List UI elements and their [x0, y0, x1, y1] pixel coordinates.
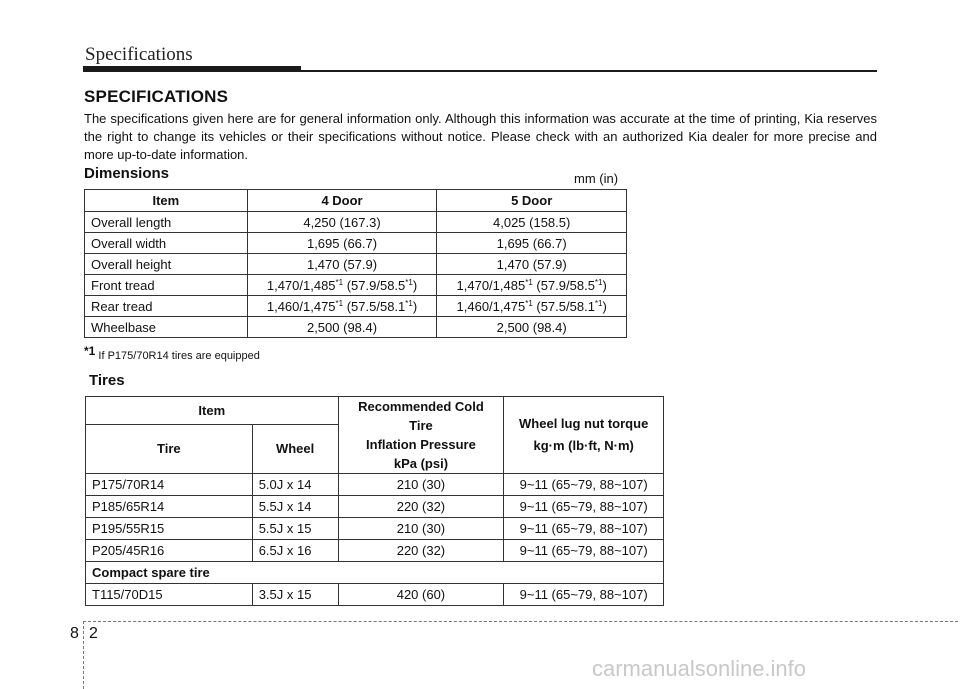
cell-tire: T115/70D15 — [86, 584, 253, 606]
column-header-wheel: Wheel — [252, 424, 338, 473]
header-rule — [301, 70, 877, 72]
cell-torque: 9~11 (65~79, 88~107) — [504, 496, 664, 518]
table-row — [86, 496, 664, 518]
tires-header-row — [86, 397, 664, 425]
tires-heading: Tires — [89, 372, 125, 389]
cell-pressure: 210 (30) — [338, 474, 504, 496]
dimensions-heading: Dimensions — [84, 165, 170, 182]
dimensions-table — [84, 189, 627, 338]
cell-wheel: 6.5J x 16 — [252, 540, 338, 562]
cell-pressure: 220 (32) — [338, 496, 504, 518]
row-label: Overall width — [85, 233, 248, 254]
cell-pressure: 220 (32) — [338, 540, 504, 562]
cell-4-door: 4,250 (167.3) — [247, 212, 437, 233]
cell-torque: 9~11 (65~79, 88~107) — [504, 584, 664, 606]
row-label: Overall height — [85, 254, 248, 275]
value-inch: (57.9/58.5 — [532, 277, 595, 293]
column-header-pressure — [338, 397, 504, 474]
spare-label-row — [86, 562, 664, 584]
row-label: Front tread — [85, 275, 248, 296]
row-label: Overall length — [85, 212, 248, 233]
cell-wheel: 3.5J x 15 — [252, 584, 338, 606]
cell-torque: 9~11 (65~79, 88~107) — [504, 474, 664, 496]
cell-torque: 9~11 (65~79, 88~107) — [504, 518, 664, 540]
cell-5-door: 2,500 (98.4) — [437, 317, 627, 338]
cell-tire: P205/45R16 — [86, 540, 253, 562]
watermark: carmanualsonline.info — [592, 656, 807, 681]
table-row — [85, 212, 627, 233]
value-inch: (57.9/58.5 — [343, 277, 406, 293]
footnote-marker: *1 — [405, 298, 413, 308]
cell-4-door — [247, 275, 437, 296]
cell-4-door: 2,500 (98.4) — [247, 317, 437, 338]
table-row — [86, 584, 664, 606]
footnote-marker: *1 — [405, 277, 413, 287]
footer-divider — [83, 621, 958, 622]
table-row — [85, 254, 627, 275]
cell-tire: P185/65R14 — [86, 496, 253, 518]
footnote-marker: *1 — [525, 298, 533, 308]
cell-tire: P175/70R14 — [86, 474, 253, 496]
footnote-marker: *1 — [525, 277, 533, 287]
column-header-5-door: 5 Door — [437, 190, 627, 212]
pressure-header-line: Recommended Cold Tire — [358, 399, 484, 433]
pressure-header-line: kPa (psi) — [393, 456, 449, 471]
cell-tire: P195/55R15 — [86, 518, 253, 540]
value-close: ) — [412, 298, 418, 314]
tires-table — [85, 396, 664, 606]
cell-4-door: 1,470 (57.9) — [247, 254, 437, 275]
cell-pressure: 210 (30) — [338, 518, 504, 540]
page-number: 2 — [89, 625, 98, 642]
value-inch: (57.5/58.1 — [343, 298, 406, 314]
table-row — [85, 275, 627, 296]
chapter-number: 8 — [70, 625, 79, 642]
footnote-text: If P175/70R14 tires are equipped — [98, 350, 260, 362]
dimensions-footnote — [84, 344, 260, 362]
value-main: 1,470/1,485 — [456, 277, 526, 293]
column-header-tire: Tire — [86, 424, 253, 473]
cell-5-door: 1,695 (66.7) — [437, 233, 627, 254]
torque-header-line: Wheel lug nut torque — [519, 416, 649, 431]
pressure-header-line: Inflation Pressure — [366, 437, 476, 452]
cell-4-door — [247, 296, 437, 317]
cell-4-door: 1,695 (66.7) — [247, 233, 437, 254]
footnote-marker: *1 — [335, 277, 344, 287]
value-close: ) — [602, 298, 607, 314]
column-header-4-door: 4 Door — [247, 190, 437, 212]
cell-wheel: 5.0J x 14 — [252, 474, 338, 496]
table-row — [86, 540, 664, 562]
value-main: 1,470/1,485 — [266, 277, 336, 293]
cell-5-door: 4,025 (158.5) — [437, 212, 627, 233]
footnote-marker: *1 — [84, 344, 96, 358]
footnote-marker: *1 — [594, 277, 603, 287]
value-main: 1,460/1,475 — [266, 298, 336, 314]
intro-paragraph: The specifications given here are for general information only. Although this information was accurate at the time of printing, Kia reserves the right to change its vehicles or their specifications without notice. Please check with an authorized Kia dealer for more precise and more up-to-date information. — [84, 111, 877, 162]
value-close: ) — [412, 277, 418, 293]
row-label: Wheelbase — [85, 317, 248, 338]
cell-wheel: 5.5J x 15 — [252, 518, 338, 540]
header-bar-thick — [83, 66, 301, 72]
footer-divider-vertical — [83, 621, 84, 689]
cell-wheel: 5.5J x 14 — [252, 496, 338, 518]
page-header-title: Specifications — [85, 44, 193, 65]
value-inch: (57.5/58.1 — [532, 298, 595, 314]
dimensions-unit: mm (in) — [574, 171, 619, 186]
table-row — [85, 317, 627, 338]
footnote-marker: *1 — [335, 298, 344, 308]
section-title: SPECIFICATIONS — [84, 87, 229, 106]
value-main: 1,460/1,475 — [456, 298, 526, 314]
dimensions-header-row — [85, 190, 627, 212]
column-header-item: Item — [85, 190, 248, 212]
spare-tire-label: Compact spare tire — [86, 562, 664, 584]
table-row — [86, 518, 664, 540]
cell-torque: 9~11 (65~79, 88~107) — [504, 540, 664, 562]
cell-5-door: 1,470 (57.9) — [437, 254, 627, 275]
column-header-torque — [504, 397, 664, 474]
cell-5-door — [437, 275, 627, 296]
table-row — [85, 233, 627, 254]
cell-pressure: 420 (60) — [338, 584, 504, 606]
row-label: Rear tread — [85, 296, 248, 317]
cell-5-door — [437, 296, 627, 317]
column-header-item: Item — [86, 397, 339, 425]
table-row — [85, 296, 627, 317]
torque-header-line: kg·m (lb·ft, N·m) — [533, 438, 634, 453]
table-row — [86, 474, 664, 496]
footnote-marker: *1 — [594, 298, 603, 308]
value-close: ) — [602, 277, 607, 293]
